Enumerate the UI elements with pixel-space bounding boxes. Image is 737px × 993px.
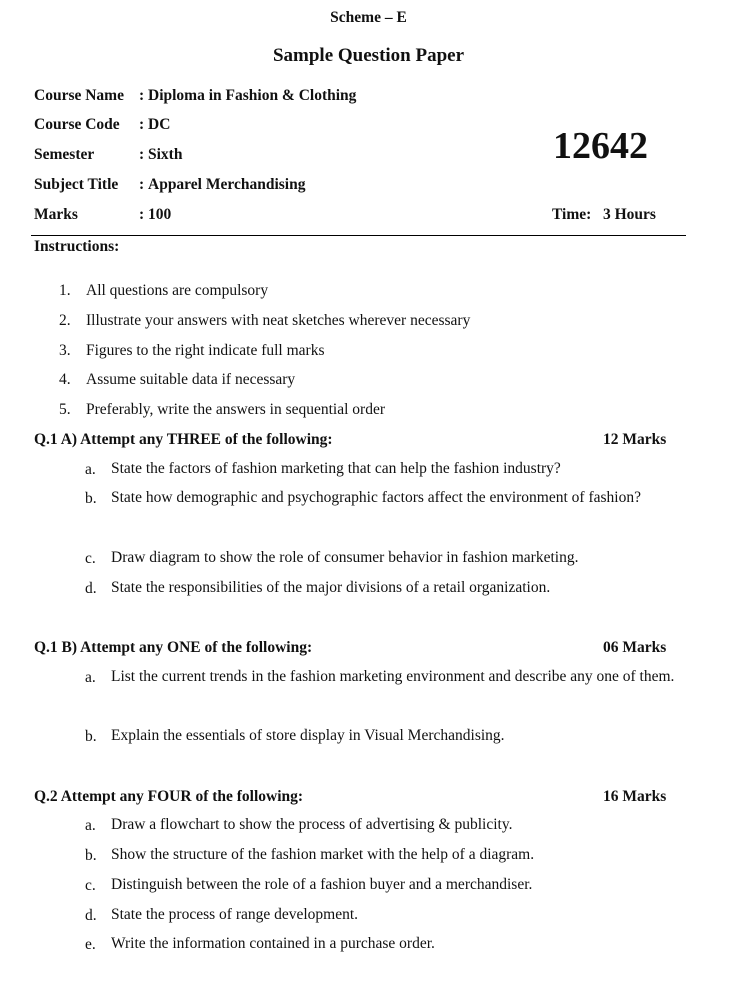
question-item-letter: d. [85,907,97,924]
question-item-text: Draw diagram to show the role of consumer behavior in fashion marketing. [111,549,579,566]
course-code-label: Course Code [34,116,120,133]
question-item-text: List the current trends in the fashion marketing environment and describe any one of them. [111,668,675,685]
course-code-value: DC [148,116,171,133]
question-title: Q.1 A) Attempt any THREE of the following: [34,431,333,448]
instruction-number: 2. [59,312,71,329]
question-item-text: Distinguish between the role of a fashion buyer and a merchandiser. [111,876,533,893]
question-item-letter: c. [85,550,96,567]
question-item-letter: a. [85,669,96,686]
question-item-letter: a. [85,817,96,834]
question-item-text: Write the information contained in a purchase order. [111,935,435,952]
question-item-text: Show the structure of the fashion market with the help of a diagram. [111,846,535,863]
question-item-letter: b. [85,490,97,507]
marks-sep: : [139,206,145,223]
question-marks: 16 Marks [603,788,667,805]
instruction-number: 4. [59,371,71,388]
instruction-number: 5. [59,401,71,418]
instruction-text: All questions are compulsory [86,282,269,299]
marks-label: Marks [34,206,78,223]
semester-value: Sixth [148,146,183,163]
question-marks: 06 Marks [603,639,667,656]
time-label: Time: [552,206,592,223]
paper-code: 12642 [553,125,648,167]
instruction-text: Preferably, write the answers in sequential order [86,401,385,418]
course-name-value: Diploma in Fashion & Clothing [148,87,357,104]
question-marks: 12 Marks [603,431,667,448]
header-divider [31,235,686,236]
question-title: Q.1 B) Attempt any ONE of the following: [34,639,313,656]
instruction-text: Figures to the right indicate full marks [86,342,325,359]
question-item-letter: d. [85,580,97,597]
subject-title-label: Subject Title [34,176,119,193]
scheme-label: Scheme – E [330,9,407,26]
course-name-sep: : [139,87,145,104]
instruction-text: Assume suitable data if necessary [86,371,296,388]
semester-sep: : [139,146,145,163]
question-item-text: State the factors of fashion marketing that can help the fashion industry? [111,460,561,477]
question-item-text: Explain the essentials of store display in Visual Merchandising. [111,727,505,744]
question-item-text: State the responsibilities of the major divisions of a retail organization. [111,579,551,596]
instruction-text: Illustrate your answers with neat sketches wherever necessary [86,312,471,329]
question-item-letter: c. [85,877,96,894]
instruction-number: 1. [59,282,71,299]
question-item-text: State how demographic and psychographic factors affect the environment of fashion? [111,489,641,506]
subject-title-sep: : [139,176,145,193]
question-item-letter: e. [85,936,96,953]
question-item-letter: b. [85,847,97,864]
question-title: Q.2 Attempt any FOUR of the following: [34,788,304,805]
semester-label: Semester [34,146,95,163]
subject-title-value: Apparel Merchandising [148,176,306,193]
question-item-letter: a. [85,461,96,478]
marks-value: 100 [148,206,172,223]
instructions-heading: Instructions: [34,238,120,255]
course-name-label: Course Name [34,87,124,104]
instruction-number: 3. [59,342,71,359]
course-code-sep: : [139,116,145,133]
question-item-text: State the process of range development. [111,906,359,923]
time-value: 3 Hours [603,206,656,223]
paper-title: Sample Question Paper [272,45,465,66]
question-item-letter: b. [85,728,97,745]
question-item-text: Draw a flowchart to show the process of advertising & publicity. [111,816,513,833]
